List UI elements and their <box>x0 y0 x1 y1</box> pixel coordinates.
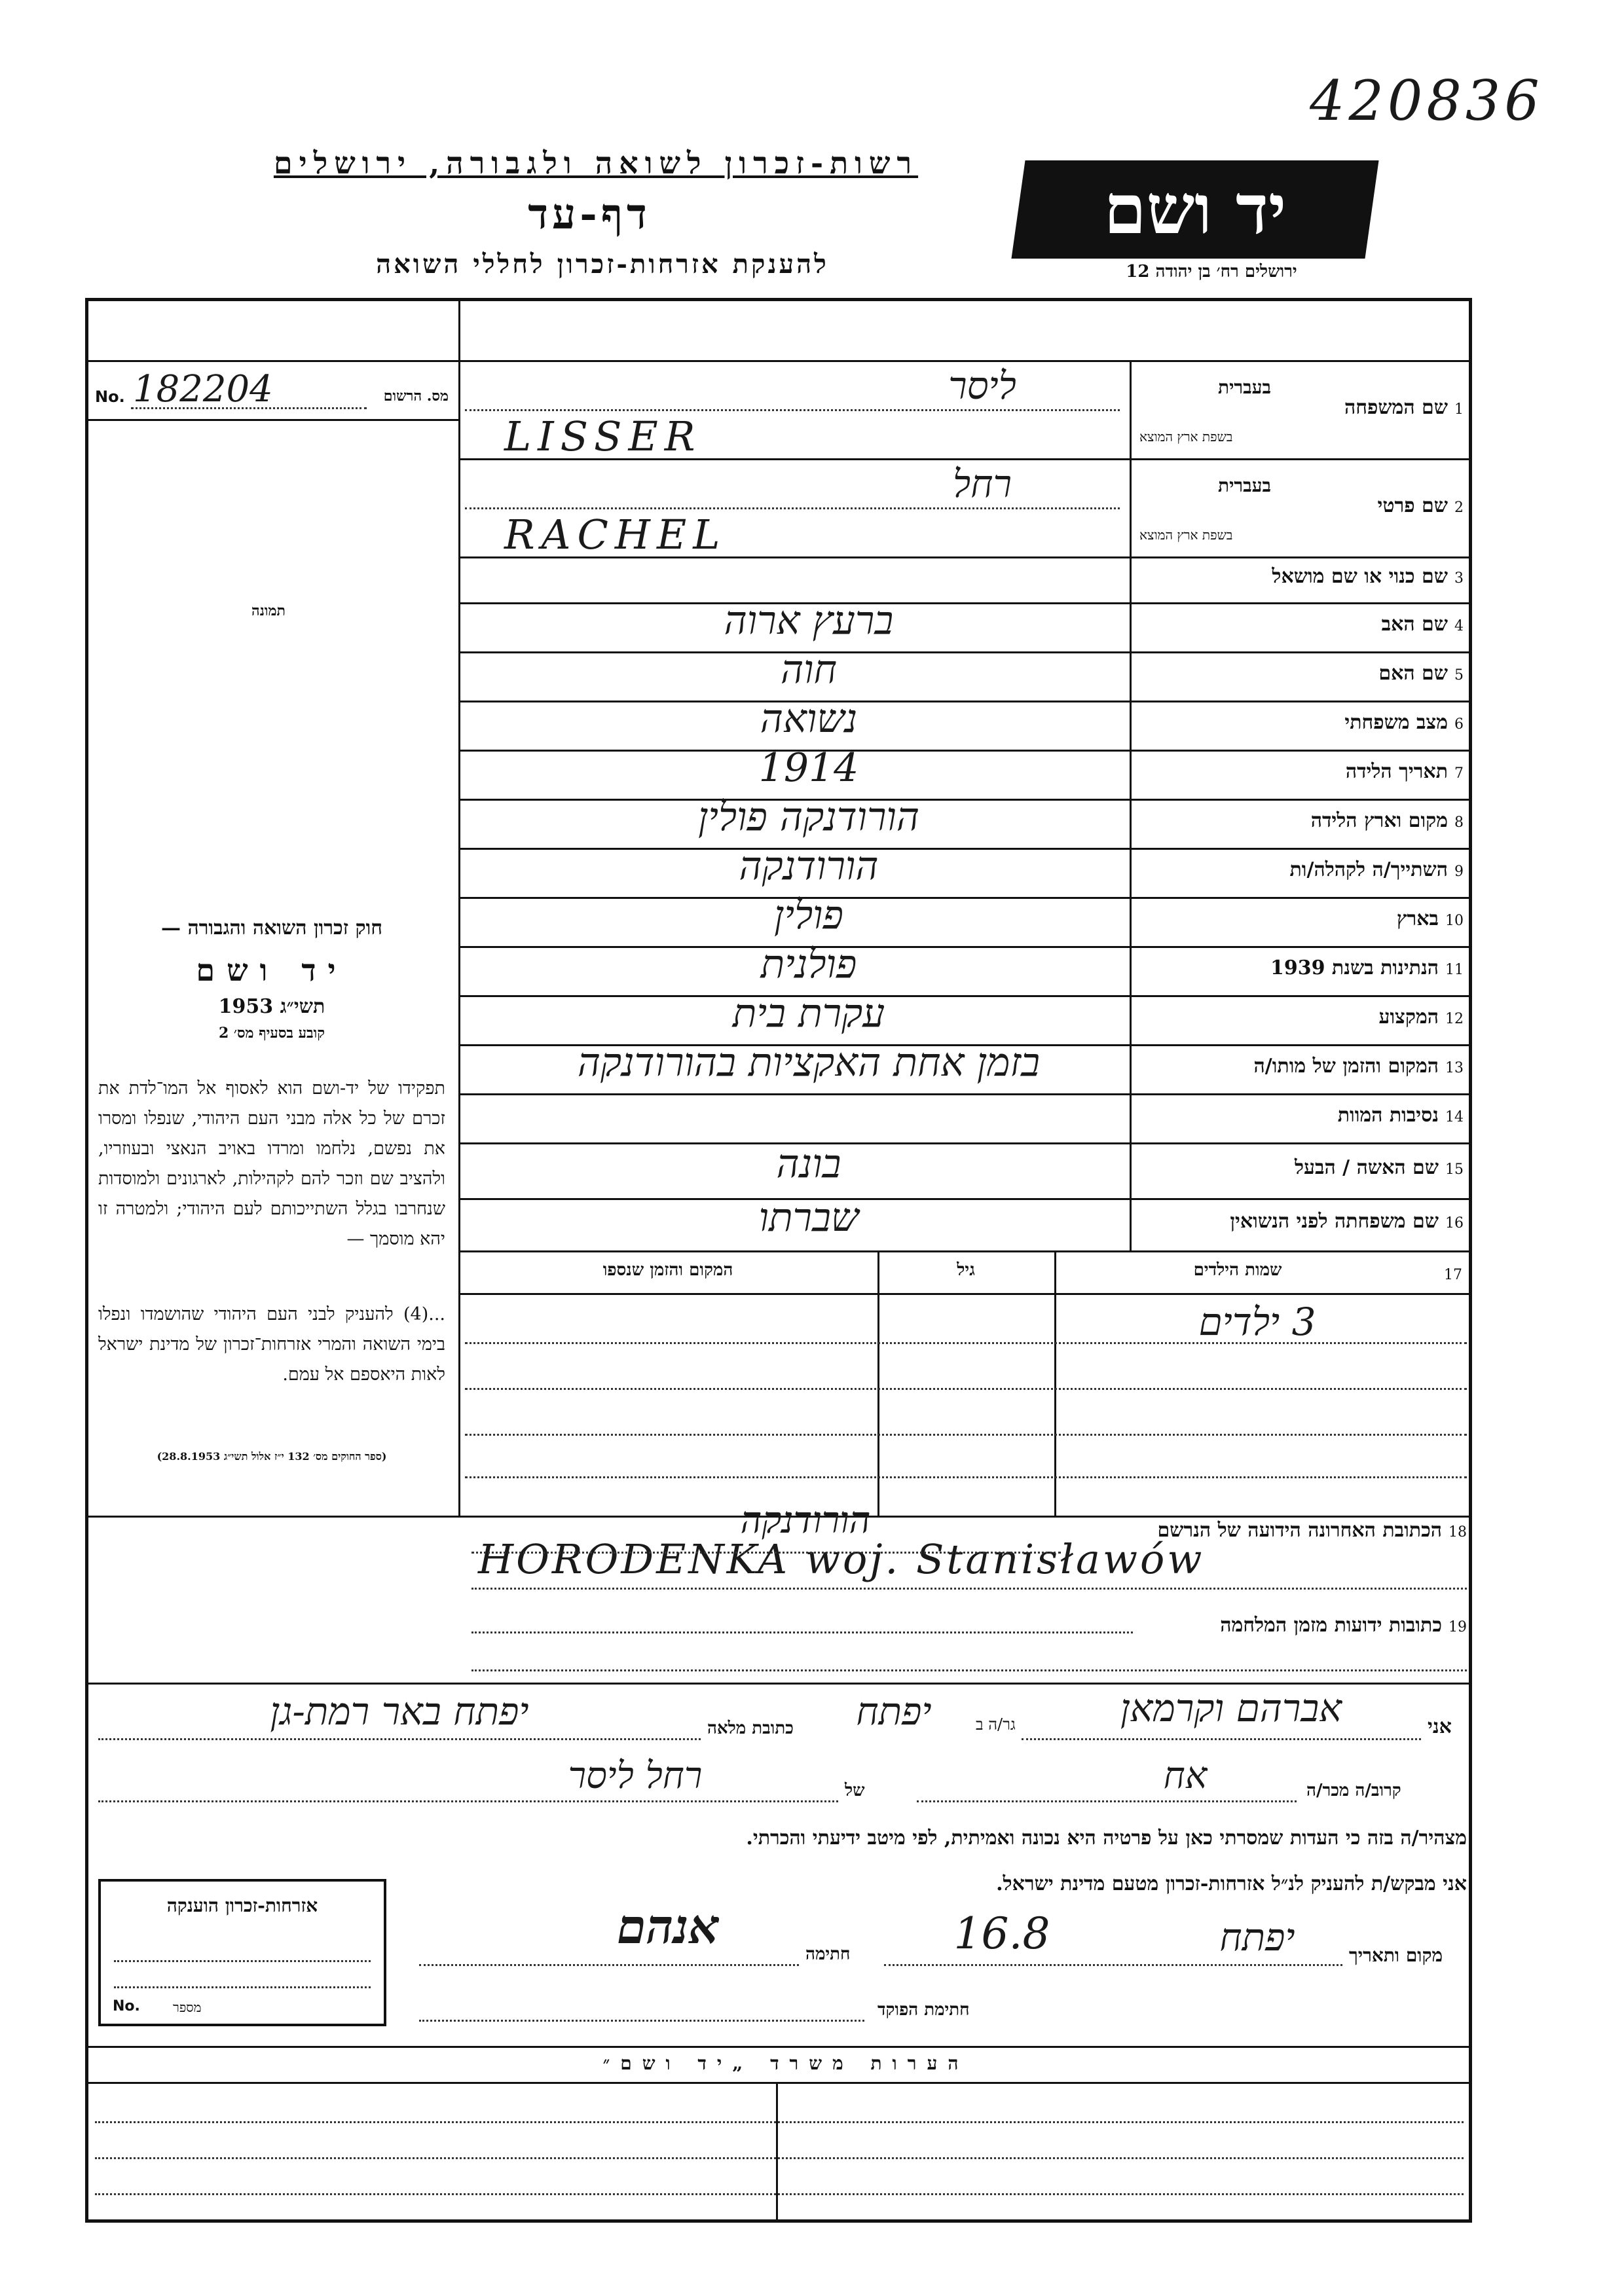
registration-no-label: No. <box>95 388 125 406</box>
decl-address-label: כתובת מלאה <box>707 1719 794 1738</box>
field-18-value-hebrew: הורודנקה <box>740 1499 871 1542</box>
field-separator-2 <box>458 458 1472 460</box>
decl-of-label: של <box>845 1781 865 1800</box>
form-subtitle: להענקת אזרחות-זכרון לחללי השואה <box>376 249 829 280</box>
field-2-sub-origin: בשפת ארץ המוצא <box>1139 527 1233 543</box>
children-top-line <box>458 1250 1472 1252</box>
field-5-value: חוה <box>780 646 837 693</box>
field-1-mid-dots <box>465 409 1120 411</box>
field-4-text: שם האב <box>1381 612 1448 636</box>
registration-number: 182204 <box>133 368 273 410</box>
notes-header-line <box>85 2082 1472 2084</box>
registration-line <box>85 419 458 421</box>
office-notes-title: הערות משרד „יד ושם״ <box>602 2052 969 2074</box>
children-row-line-2 <box>465 1388 1467 1390</box>
decl-b-label: גר/ה ב <box>976 1715 1016 1734</box>
field-12-text: המקצוע <box>1378 1005 1439 1029</box>
field-10-value: פולין <box>774 892 843 938</box>
field-2-mid-dots <box>465 507 1120 509</box>
field-19-dots <box>471 1631 1133 1633</box>
decl-city: יפתח <box>856 1689 932 1734</box>
field-12-label <box>1136 1006 1464 1029</box>
field-11-label <box>1136 957 1464 979</box>
registration-label: מס. הרשום <box>383 388 449 405</box>
field-1-value-hebrew: ליסר <box>948 363 1016 408</box>
children-row-1-name: 3 ילדים <box>1198 1300 1316 1344</box>
field-15-num: 15 <box>1445 1161 1464 1178</box>
decl-place-date-dots <box>884 1964 1342 1966</box>
field-2-value-origin: RACHEL <box>504 511 727 558</box>
field-16-value: שברתו <box>758 1195 859 1241</box>
field-1-text: שם המשפחה <box>1344 396 1448 419</box>
children-col-place-header: המקום והזמן שנספו <box>602 1260 733 1280</box>
field-8-num: 8 <box>1454 814 1464 831</box>
field-6-value: נשואה <box>760 695 858 742</box>
notes-line-2 <box>95 2157 1464 2159</box>
law-source: (ספר החוקים מס׳ 132 י״ז אלול תשי״ג 28.8.1953) <box>157 1450 387 1463</box>
field-4-label <box>1136 613 1464 636</box>
law-title: חוק זכרון השואה והגבורה — <box>161 917 382 939</box>
registration-dots <box>131 407 367 409</box>
field-10-text: בארץ <box>1396 907 1439 930</box>
logo-text: יד ושם <box>1103 169 1287 249</box>
decl-officer-dots <box>419 2020 864 2022</box>
field-1-label <box>1136 396 1464 419</box>
notes-divider <box>776 2082 778 2223</box>
children-header-line <box>458 1293 1472 1295</box>
citizenship-box-title: אזרחות-זכרון הוענקה <box>166 1895 318 1916</box>
label-column-divider <box>1130 360 1132 1250</box>
field-14-num: 14 <box>1445 1108 1464 1125</box>
field-3-label <box>1136 565 1464 588</box>
field-13-label <box>1136 1055 1464 1078</box>
decl-name-dots <box>1022 1738 1421 1740</box>
law-clause: קובע בסעיף מס׳ 2 <box>218 1025 325 1042</box>
field-13-text: המקום והזמן של מותו/ה <box>1253 1054 1439 1078</box>
field-11-num: 11 <box>1445 961 1464 978</box>
field-12-value: עקרת בית <box>732 990 885 1036</box>
decl-officer-label: חתימת הפוקד <box>877 2000 970 2020</box>
decl-date-value: 16.8 <box>953 1908 1050 1959</box>
decl-signature-dots <box>419 1964 799 1966</box>
decl-of-dots <box>98 1800 838 1802</box>
field-12-num: 12 <box>1445 1010 1464 1027</box>
field-9-value: הורודנקה <box>739 843 879 889</box>
field-6-num: 6 <box>1454 716 1464 733</box>
citizenship-box <box>98 1879 386 2026</box>
children-row-line-3 <box>465 1434 1467 1436</box>
notes-line-3 <box>95 2193 1464 2195</box>
decl-signature-label: חתימה <box>805 1944 851 1964</box>
field-5-num: 5 <box>1454 666 1464 683</box>
children-col-age-header: גיל <box>957 1260 975 1280</box>
field-7-text: תאריך הלידה <box>1345 759 1448 783</box>
field-3-text: שם כנוי או שם מושאל <box>1272 565 1448 588</box>
field-14-label <box>1136 1104 1464 1127</box>
form-title: דף-עד <box>528 190 651 239</box>
decl-of-value: רחל ליסר <box>568 1755 703 1797</box>
field-16-text: שם משפחתה לפני הנשואין <box>1230 1210 1439 1233</box>
field-separator-3 <box>458 556 1472 558</box>
field-10-num: 10 <box>1445 912 1464 929</box>
law-paragraph-2: ...(4) להעניק לבני העם היהודי שהושמדו ונפלו בימי השואה והמרי אזרחות־זכרון של מדינת ישראל לאות היאספם אל עמם. <box>98 1304 445 1385</box>
field-9-num: 9 <box>1454 863 1464 880</box>
field-19-num: 19 <box>1449 1619 1467 1635</box>
authority-title: רשות-זכרון לשואה ולגבורה, ירושלים <box>273 145 919 181</box>
field-16-num: 16 <box>1445 1215 1464 1231</box>
field-15-value: בונה <box>776 1140 841 1187</box>
field-15-text: שם האשה / הבעל <box>1295 1156 1439 1179</box>
field-4-value: ברעץ ארוה <box>724 597 894 644</box>
children-row-line-4 <box>465 1476 1467 1478</box>
field-2-num: 2 <box>1454 500 1464 516</box>
field-19-dots-2 <box>471 1669 1467 1671</box>
field-separator-14 <box>458 1093 1472 1095</box>
field-2-sub-hebrew: בעברית <box>1218 475 1272 496</box>
field-18-dots-2 <box>471 1588 1467 1590</box>
decl-relation-label: קרוב/ה מכר/ה <box>1306 1781 1401 1800</box>
field-8-label <box>1136 809 1464 832</box>
yad-vashem-logo <box>1011 160 1378 259</box>
left-column-divider <box>458 360 460 1516</box>
decl-statement-2: אני מבקש/ת להעניק לנ״ל אזרחות-זכרון מטעם מדינת ישראל. <box>996 1872 1467 1895</box>
field-5-label <box>1136 662 1464 685</box>
field-1-sub-origin: בשפת ארץ המוצא <box>1139 429 1233 445</box>
decl-relation-value: אח <box>1163 1755 1208 1797</box>
field-7-value: 1914 <box>758 744 859 791</box>
field-16-label <box>1136 1210 1464 1233</box>
decl-relation-dots <box>917 1800 1297 1802</box>
field-9-text: השתייך/ה לקהלה/ות <box>1289 858 1448 881</box>
field-11-text: הנתינות בשנת 1939 <box>1270 956 1439 979</box>
field-7-label <box>1136 760 1464 783</box>
logo-address: ירושלים רח׳ בן יהודה 12 <box>1126 262 1297 282</box>
field-13-value: בזמן אחת האקציות בהורודנקה <box>577 1039 1041 1085</box>
field-1-sub-hebrew: בעברית <box>1218 376 1272 398</box>
top-band-divider <box>458 298 460 360</box>
field-10-label <box>1136 907 1464 930</box>
field-2-value-hebrew: רחל <box>953 462 1012 506</box>
field-1-value-origin: LISSER <box>504 412 702 460</box>
field-15-label <box>1136 1156 1464 1179</box>
field-18-dots <box>471 1552 1061 1554</box>
field-1-num: 1 <box>1454 401 1464 418</box>
law-name: יד ושם <box>196 953 348 988</box>
photo-label: תמונה <box>251 602 286 619</box>
top-band-line <box>85 360 1472 362</box>
decl-address-value: יפתח באר רמת-גן <box>270 1689 529 1734</box>
decl-ani: אני <box>1428 1715 1452 1738</box>
law-year: תשי״ג 1953 <box>218 995 325 1018</box>
field-5-text: שם האם <box>1378 661 1448 685</box>
field-13-num: 13 <box>1445 1059 1464 1076</box>
declaration-top-line <box>85 1683 1472 1685</box>
law-paragraph-1: תפקידו של יד-ושם הוא לאסוף אל המו־לדת את זכרם של כל אלה מבני העם היהודי, שנפלו ומסרו את נפשם, נלחמו ומרדו באויב הנאצי ובעוזריו, ולהציב שם וזכר להם לקהילות, לארגונים ולמוסדות שנחרבו בגלל השתייכותם לעם היהודי; ולמטרה זו יהא מוסמך — <box>98 1078 445 1249</box>
decl-statement-1: מצהיר/ה בזה כי העדות שמסרתי כאן על פרטיה היא נכונה ואמיתית, לפי מיטב ידיעתי והכרתי. <box>746 1827 1467 1850</box>
field-2-text: שם פרטי <box>1377 494 1448 517</box>
field-6-text: מצב משפחתי <box>1344 710 1448 734</box>
children-col-names-header: שמות הילדים <box>1193 1260 1282 1280</box>
children-num: 17 <box>1444 1267 1462 1283</box>
notes-line-1 <box>95 2121 1464 2123</box>
field-2-label <box>1136 494 1464 517</box>
field-7-num: 7 <box>1454 765 1464 782</box>
field-18-value-origin: HORODENKA woj. Stanisławów <box>478 1535 1205 1583</box>
decl-declarant-name: אברהם וקרמאן <box>1120 1686 1342 1730</box>
field-18-num: 18 <box>1449 1524 1467 1540</box>
notes-top-line <box>85 2046 1472 2048</box>
field-8-value: הורודנקה פולין <box>697 793 920 840</box>
field-6-label <box>1136 711 1464 734</box>
citizenship-box-number-label: מספר <box>173 1999 202 2015</box>
decl-place-date-label: מקום ותאריך <box>1349 1944 1443 1966</box>
field-11-value: פולנית <box>760 941 857 987</box>
field-9-label <box>1136 858 1464 881</box>
field-19-text: כתובות ידועות מזמן המלחמה <box>1220 1614 1442 1637</box>
decl-address-dots <box>98 1738 701 1740</box>
field-18-text: הכתובת האחרונה הידועה של הנרשם <box>1157 1519 1442 1542</box>
citizenship-box-no: No. <box>113 1998 140 2014</box>
field-8-text: מקום וארץ הלידה <box>1310 809 1448 832</box>
decl-place-value: יפתח <box>1219 1915 1295 1959</box>
field-14-text: נסיבות המוות <box>1337 1103 1439 1127</box>
field-3-num: 3 <box>1454 570 1464 587</box>
archive-number: 420836 <box>1310 69 1543 133</box>
decl-signature: אנהם <box>617 1899 719 1954</box>
field-4-num: 4 <box>1454 617 1464 634</box>
